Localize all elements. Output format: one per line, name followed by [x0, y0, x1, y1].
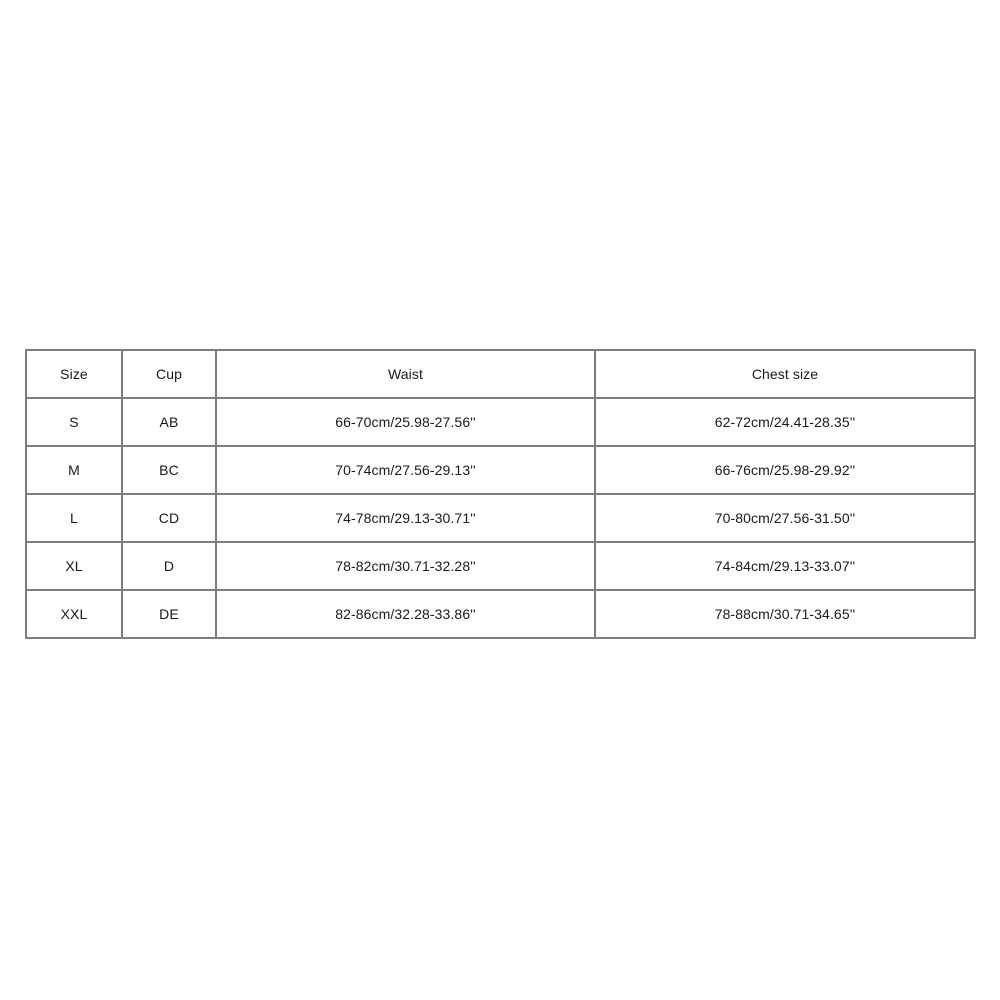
cell-chest-size: 70-80cm/27.56-31.50'' [595, 494, 975, 542]
cell-size: M [26, 446, 122, 494]
cell-cup: D [122, 542, 216, 590]
cell-size: S [26, 398, 122, 446]
header-row [26, 350, 975, 398]
cell-cup: DE [122, 590, 216, 638]
header-size: Size [26, 350, 122, 398]
table-row [26, 446, 975, 494]
header-cup: Cup [122, 350, 216, 398]
cell-chest-size: 66-76cm/25.98-29.92'' [595, 446, 975, 494]
cell-waist: 82-86cm/32.28-33.86'' [216, 590, 595, 638]
size-chart-table [25, 349, 976, 639]
cell-waist: 78-82cm/30.71-32.28'' [216, 542, 595, 590]
table-row [26, 542, 975, 590]
cell-waist: 74-78cm/29.13-30.71'' [216, 494, 595, 542]
header-waist: Waist [216, 350, 595, 398]
cell-chest-size: 74-84cm/29.13-33.07'' [595, 542, 975, 590]
cell-cup: BC [122, 446, 216, 494]
cell-cup: AB [122, 398, 216, 446]
table-row [26, 590, 975, 638]
cell-size: XXL [26, 590, 122, 638]
cell-size: L [26, 494, 122, 542]
cell-waist: 70-74cm/27.56-29.13'' [216, 446, 595, 494]
header-chest-size: Chest size [595, 350, 975, 398]
cell-cup: CD [122, 494, 216, 542]
cell-chest-size: 62-72cm/24.41-28.35'' [595, 398, 975, 446]
table-row [26, 398, 975, 446]
cell-size: XL [26, 542, 122, 590]
table-row [26, 494, 975, 542]
cell-waist: 66-70cm/25.98-27.56'' [216, 398, 595, 446]
cell-chest-size: 78-88cm/30.71-34.65'' [595, 590, 975, 638]
